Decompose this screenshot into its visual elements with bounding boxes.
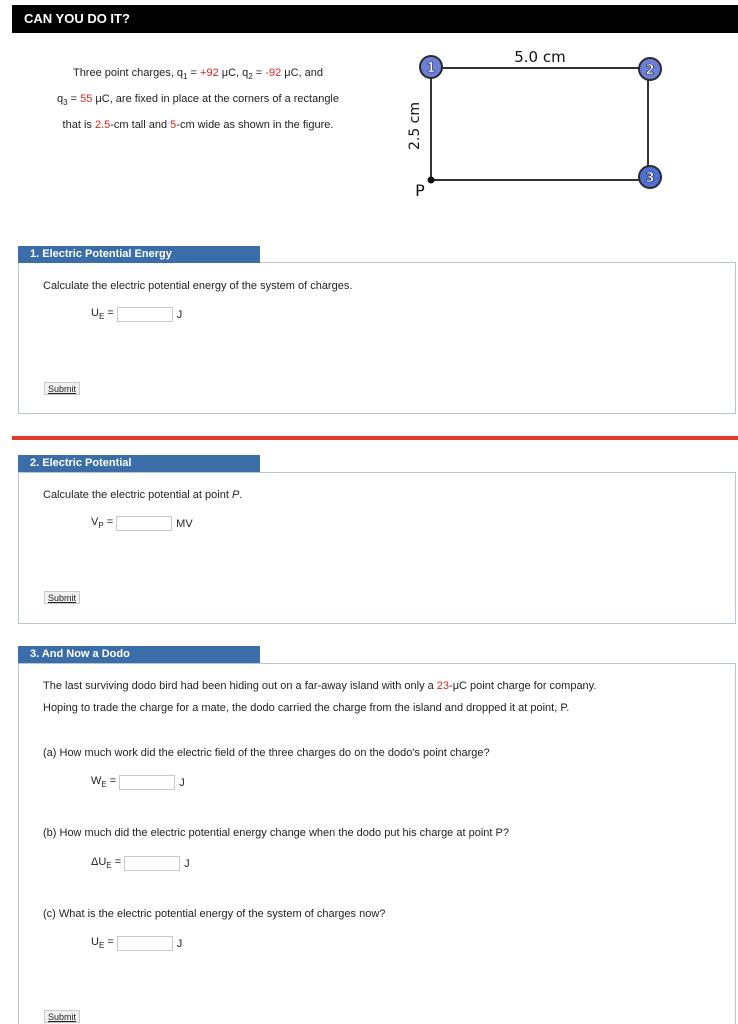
charge-1-label: 1	[426, 61, 436, 76]
charge-2-label: 2	[645, 63, 655, 78]
question-c-answer-row	[91, 936, 182, 951]
question-c: (c) What is the electric potential energy of the system of charges now?	[43, 908, 386, 920]
intro-line-3: that is 2.5-cm tall and 5-cm wide as shown in the figure.	[62, 119, 334, 132]
point-p-label: P	[415, 181, 425, 200]
section-1-tab: 1. Electric Potential Energy	[18, 246, 260, 263]
charge-3-label: 3	[645, 171, 655, 186]
ue-now-label: $U_E$ =	[91, 936, 114, 951]
question-a: (a) How much work did the electric field of the three charges do on the dodo's point charge?	[43, 747, 490, 759]
section-2-tab: 2. Electric Potential	[18, 455, 260, 472]
vp-input[interactable]	[116, 516, 172, 531]
delta-ue-unit: J	[184, 857, 190, 870]
ue-input[interactable]	[117, 307, 173, 322]
section-2-answer-row	[91, 516, 193, 531]
section-3-submit-button[interactable]: Submit	[44, 1010, 80, 1023]
section-3-box	[18, 663, 736, 1024]
dodo-intro-line-2: Hoping to trade the charge for a mate, the dodo carried the charge from the island and dropped it at point, P.	[43, 702, 570, 714]
section-3-tab: 3. And Now a Dodo	[18, 646, 260, 663]
vp-label: $V_P$ =	[91, 516, 114, 531]
we-label: $W_E$ =	[91, 775, 117, 790]
delta-ue-input[interactable]	[124, 856, 180, 871]
delta-ue-label: $\Delta U_E$ =	[91, 856, 122, 871]
point-p-dot	[428, 177, 435, 184]
page-header: CAN YOU DO IT?	[12, 5, 738, 33]
intro-line-1: Three point charges, $q_1 = +92$ μC, $q_2 = -92$ μC, and	[72, 67, 324, 82]
ue-unit: J	[176, 308, 183, 321]
intro-line-2: $q_3 = 55$ μC, are fixed in place at the corners of a rectangle	[56, 93, 339, 108]
question-a-answer-row	[91, 775, 185, 790]
ue-now-input[interactable]	[117, 936, 173, 951]
vp-unit: MV	[176, 517, 193, 530]
section-1-answer-row	[91, 307, 182, 322]
section-divider	[12, 436, 738, 440]
ue-now-unit: J	[176, 937, 183, 950]
we-unit: J	[179, 776, 185, 789]
section-2-submit-button[interactable]: Submit	[44, 591, 80, 604]
dodo-intro-line-1: The last surviving dodo bird had been hiding out on a far-away island with only a 23-μC point charge for company.	[43, 680, 597, 692]
section-1-submit-button[interactable]: Submit	[44, 382, 80, 395]
height-label: 2.5 cm	[407, 101, 423, 151]
question-b: (b) How much did the electric potential energy change when the dodo put his charge at point P?	[43, 827, 509, 839]
section-2-question: Calculate the electric potential at point P.	[43, 489, 243, 501]
problem-intro	[18, 62, 378, 137]
charge-rectangle-figure	[395, 42, 675, 212]
ue-label: $U_E$ =	[91, 307, 114, 322]
question-b-answer-row	[91, 856, 190, 871]
section-1-question: Calculate the electric potential energy of the system of charges.	[43, 280, 353, 292]
width-label: 5.0 cm	[514, 48, 566, 66]
we-input[interactable]	[119, 775, 175, 790]
